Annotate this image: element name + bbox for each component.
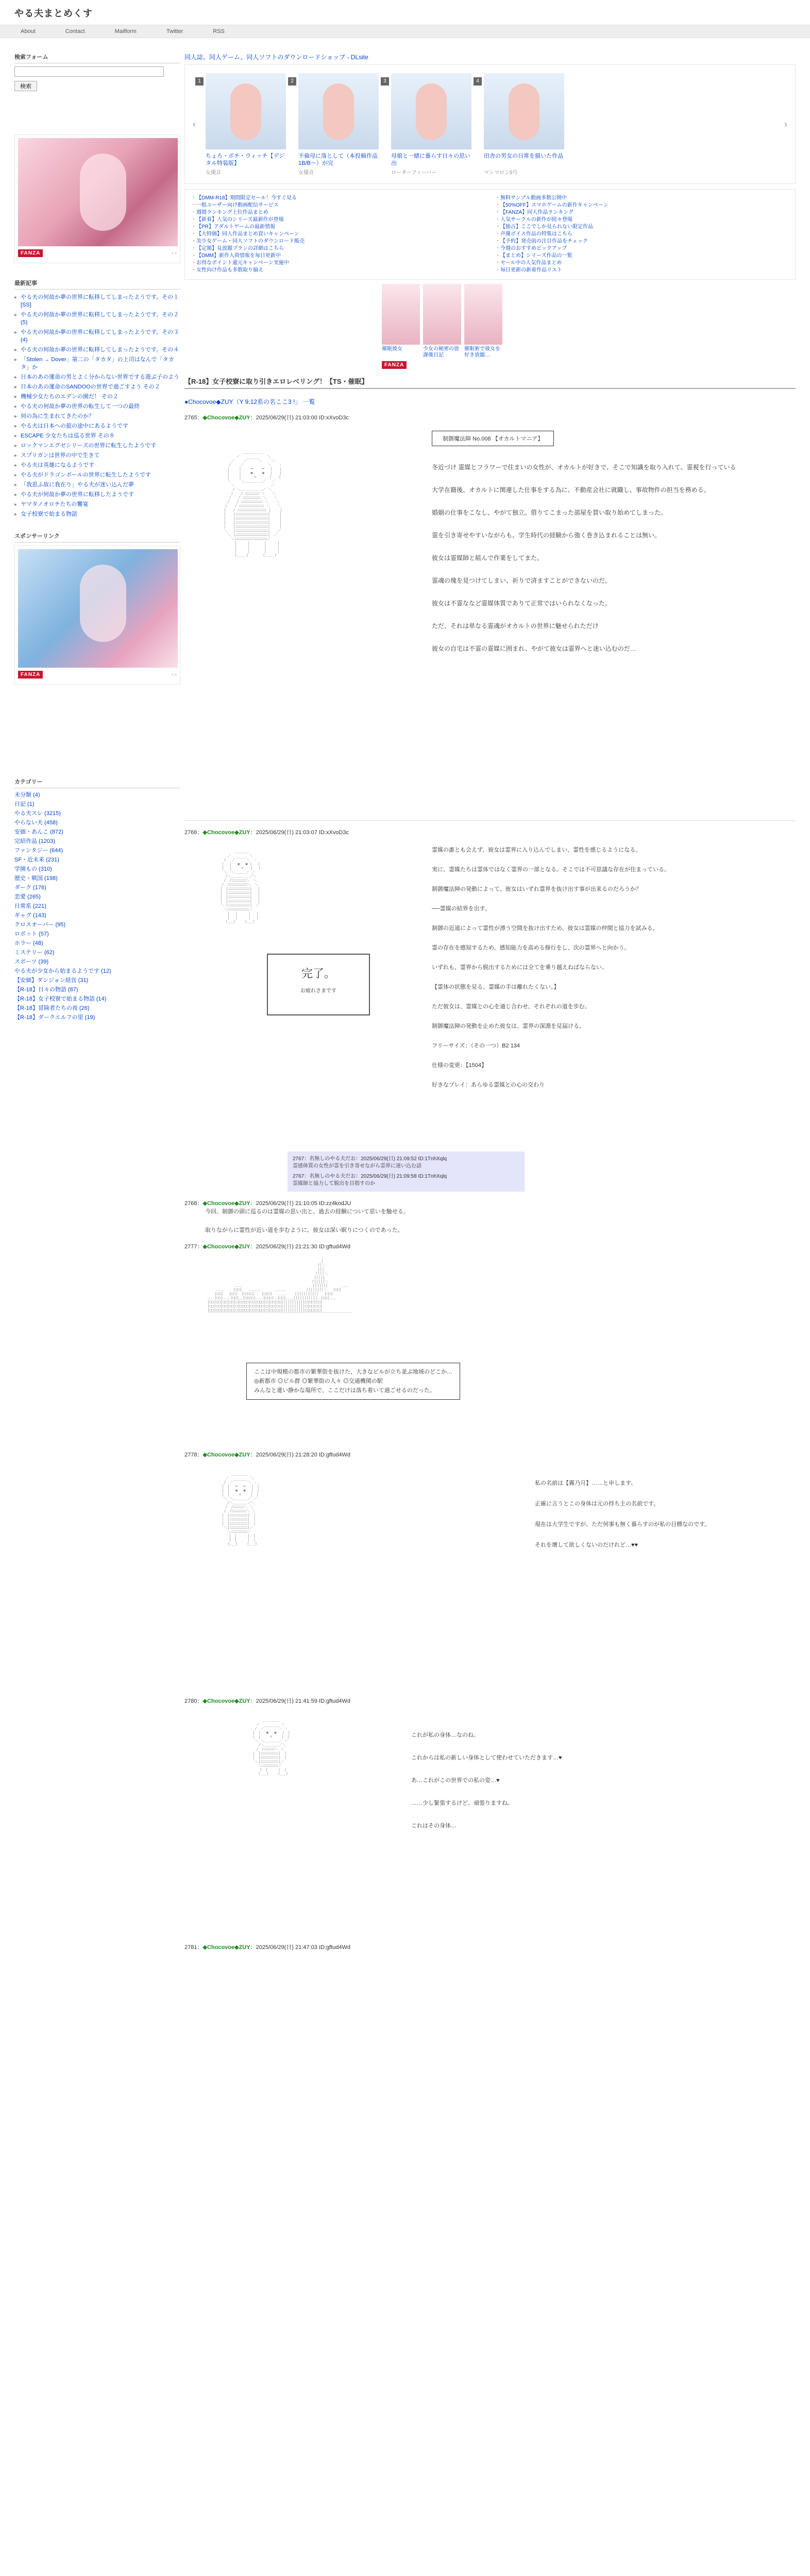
post-author[interactable]: ◆Chocovoe◆ZUY xyxy=(202,1452,250,1458)
recent-post-link[interactable]: ▸ 機械少女たちのエデンの園だ！ その２ xyxy=(14,392,180,402)
sidebar xyxy=(14,53,180,1023)
product-title[interactable]: 田舎の男女の日常を描いた作品 xyxy=(484,153,563,159)
rank-badge: 3 xyxy=(381,77,389,86)
product-title[interactable]: 不倫母に落として（本投稿作品1B/B〜）が完 xyxy=(298,153,378,166)
ascii-art: ＿＿＿＿ ／ ＼ / ／￣￣￣＼ ヽ | | ● ● | | | | ▽ | | ＼ ＼＿＿＿／ ／ /＼＿＿＿＿＿／＼ / /ﾆﾆﾆﾆﾆﾆﾆﾆ＼ ＼ / /ﾆﾆﾆﾆﾆﾆﾆﾆﾆﾆ＼ ＼ | |ﾆﾆﾆﾆﾆﾆﾆﾆﾆﾆﾆﾆ| | | |ﾆﾆﾆﾆﾆﾆﾆﾆﾆﾆﾆﾆ| | | |ﾆﾆﾆﾆﾆﾆﾆﾆﾆﾆﾆﾆ| | | |ﾆﾆﾆﾆﾆﾆﾆﾆﾆﾆﾆﾆ| | ＼ |ﾆﾆﾆﾆﾆﾆﾆﾆﾆﾆﾆﾆ| ／ ＼ﾆﾆﾆﾆﾆﾆﾆﾆﾆﾆﾆﾆ／ | | | | | | | | (＿_) (＿_) xyxy=(220,850,261,924)
ad-text-link[interactable]: ・ 週間ランキング上位作品まとめ xyxy=(191,209,485,216)
thumb-caption[interactable]: 少女の秘密の放課後日記 xyxy=(423,346,459,358)
product-title[interactable]: 母娘と一緒に暮らす日々の思い出 xyxy=(391,153,470,166)
recent-post-link[interactable]: ▸ やる夫は日本への旅の途中にあるようです xyxy=(14,421,180,431)
category-link[interactable]: 【R-18】日々の物語 (87) xyxy=(14,987,78,993)
ascii-art: ＿＿＿＿＿ ／ ＼ / ／￣￣￣￣＼ ヽ | | ● ● | | | | ▽ | | ＼ ＼＿＿＿＿／ ／ /＼＿＿＿＿／＼ / /ﾆﾆﾆﾆﾆﾆ＼ ＼ | |ﾆﾆﾆﾆﾆﾆﾆﾆﾆﾆ| | | |ﾆﾆﾆﾆﾆﾆﾆﾆﾆﾆ| | ＼|ﾆﾆﾆﾆﾆﾆﾆﾆﾆﾆ|／ ＼ﾆﾆﾆﾆﾆﾆﾆﾆﾆ／ | | | | (＿_) (＿_) xyxy=(252,1718,291,1776)
post-header xyxy=(184,1450,796,1459)
product-card[interactable] xyxy=(198,73,286,176)
ad-text-link[interactable]: ・ 【PR】アダルトゲームの最新情報 xyxy=(191,224,485,231)
ad-text-link[interactable]: ・ 女性向け作品も多数取り揃え xyxy=(191,267,485,274)
post-header xyxy=(184,413,796,421)
post-meta: ：2025/06/29(日) 21:47:03 ID:gftud4Wd xyxy=(250,1944,351,1951)
nav-about[interactable]: About xyxy=(21,28,36,35)
post-divider xyxy=(184,820,796,821)
category-link[interactable]: ダーク (176) xyxy=(14,885,46,891)
post-caption: 今回、制御の頭に巡るのは霊媒の思い出と、過去の経験について思いを馳せる。 取りながらに霊性が近い道を歩むように、彼女は深い眠りにつくのであった。 xyxy=(205,1209,409,1233)
sponsor-widget xyxy=(14,532,180,685)
ascii-art: ＿＿＿＿＿ ／ ＼ / ／￣￣￣￣＼ ヽ | | ━ ━ | | | | ● ● | | | | ▽ | | ＼ ＼＿＿＿＿／ ／ /＼＿＿＿＿／＼ / /ﾆﾆﾆﾆﾆﾆ＼ ＼ / /ﾆﾆﾆﾆﾆﾆﾆﾆ＼ ＼ | |ﾆﾆﾆﾆﾆﾆﾆﾆﾆﾆ| | | |ﾆﾆﾆﾆﾆﾆﾆﾆﾆﾆ| | | |ﾆﾆﾆﾆﾆﾆﾆﾆﾆﾆ| | ＼|ﾆﾆﾆﾆﾆﾆﾆﾆﾆﾆ|／ ＼ﾆﾆﾆﾆﾆﾆﾆﾆﾆ／ | | | | | | | | (＿_) (＿_) xyxy=(222,1472,260,1546)
recent-post-link[interactable]: ▸ ヤマタノオロチたちの饗宴 xyxy=(14,500,180,510)
category-link[interactable]: クロスオーバー (95) xyxy=(14,922,66,928)
ad-text-link[interactable]: ・ 【まとめ】シリーズ作品の一覧 xyxy=(495,252,789,260)
carousel-prev-icon[interactable]: ‹ xyxy=(193,119,196,129)
main-content xyxy=(184,53,796,1951)
recent-post-link[interactable]: ▸ スプリガンは世界の中で生きて xyxy=(14,451,180,461)
product-image[interactable] xyxy=(298,73,379,149)
recent-widget xyxy=(14,279,180,519)
post-body xyxy=(205,1463,796,1689)
post-author[interactable]: ◆Chocovoe◆ZUY xyxy=(202,415,250,421)
arrows-icon[interactable]: ‹ › xyxy=(172,250,177,256)
recent-post-link[interactable]: ▸ 日本のあの運命のSANDOOの世界で過ごすよう その２ xyxy=(14,382,180,392)
category-link[interactable]: スポーツ (39) xyxy=(14,959,49,965)
category-link[interactable]: やる夫が少女から始まるようです (12) xyxy=(14,968,111,974)
category-link[interactable]: 学園もの (310) xyxy=(14,866,52,872)
post-header xyxy=(184,1943,796,1951)
thumb-caption[interactable]: 催眠術で彼女を好き放題… xyxy=(464,346,500,358)
nav-contact[interactable]: Contact xyxy=(65,28,85,35)
post-body xyxy=(205,840,796,1144)
recent-post-link[interactable]: ▸ 日本のあの運命の男とよく分からない世界でする遊ぶ子のよう xyxy=(14,372,180,382)
recent-post-link[interactable]: ▸ 「Stolen → Dover」第二の「タカタ」の上司はなんで「タカタ」か xyxy=(14,355,180,372)
category-link[interactable]: 日常系 (221) xyxy=(14,903,46,909)
product-maker: 女優音 xyxy=(298,170,314,176)
sidebar-ad-top[interactable] xyxy=(14,134,180,263)
post-meta: ：2025/06/29(日) 21:03:00 ID:xXvoD3c xyxy=(250,415,349,421)
thumb-card[interactable] xyxy=(382,284,420,359)
recent-post-link[interactable]: ▸ ESCAPE 少女たちは巡る世界 その８ xyxy=(14,431,180,441)
arrows-icon[interactable]: ‹ › xyxy=(172,671,177,677)
product-list xyxy=(198,73,564,176)
thumb-image[interactable] xyxy=(382,284,420,345)
sponsor-widget-title: スポンサーリンク xyxy=(14,532,180,543)
category-link[interactable]: ギャグ (143) xyxy=(14,912,46,919)
ad-text-link[interactable]: ・ 今週のおすすめピックアップ xyxy=(495,245,789,252)
category-link[interactable]: ミステリー (62) xyxy=(14,950,55,956)
ad-text-link[interactable]: ・ 声優ボイス作品の特集はこちら xyxy=(495,231,789,238)
category-link[interactable]: ホラー (48) xyxy=(14,940,43,946)
category-link[interactable]: 【R-18】冒険者たちの夜 (26) xyxy=(14,1005,90,1011)
rank-badge: 1 xyxy=(195,77,204,86)
fanza-logo: FANZA xyxy=(18,249,43,257)
nav-twitter[interactable]: Twitter xyxy=(166,28,183,35)
ad-text-link[interactable]: ・ 【独占】ここでしか見られない限定作品 xyxy=(495,224,789,231)
product-image[interactable] xyxy=(206,73,286,149)
post-body xyxy=(205,1255,796,1425)
archive-widget xyxy=(14,777,180,1023)
fanza-logo: FANZA xyxy=(382,361,407,369)
rank-badge: 4 xyxy=(474,77,482,86)
post-caption: ここは中規模の都市の繁華街を抜けた、大きなビルが立ち並ぶ地域のどこか… ◎新都市 ◎ビル群 ◎繁華街の人々 ◎交通機関の駅 みんなと違い静かな場所で、ここだけは落ち着いて過ごせるのだった。 xyxy=(254,1369,452,1394)
category-link[interactable]: ファンタジー (644) xyxy=(14,848,63,854)
thumb-image[interactable] xyxy=(423,284,461,345)
ad-text-link[interactable]: ・ 【定額】見放題プランの詳細はこちら xyxy=(191,245,485,252)
product-maker: マシマロン5号 xyxy=(484,170,518,176)
quote-box xyxy=(288,1151,525,1192)
story-text: 霊媒の誰とも会えず、彼女は霊界に入り込んでしまい、霊性を感じるようになる。 実に、霊媒たちは霊体ではなく霊界の一部となる。そこでは不可思議な存在が住まっている。 制御魔法陣の発動によって、彼女はいずれ霊界を抜け出す事が出来るのだろうか？ ──霊媒の結界を出す。 制御の近道によって霊性が漂う空間を抜け出すため、彼女は霊媒の仲間と協力を試みる。 霊の存在を感知するため、感知能力を高める修行をし、次の霊界へと向かう。 いずれも、霊界から脱出するためには全てを乗り越えねばならない。 【霊体の状態を見る。霊媒の手は離れたくない。】 ただ彼女は、霊媒との心を通じ合わせ、それぞれの道を歩む。 制御魔法陣の発動を止めた彼女は、霊界の深淵を見届ける。 フリーサイズ：（その一つ）B2 134 仕様の変更：【1504】 好きなプレイ：あらゆる霊媒との心の交わり xyxy=(432,847,670,1088)
thumb-footer xyxy=(382,361,796,368)
recent-post-link[interactable]: ▸ やる夫の何故か夢の世界の転生して一つの最終 xyxy=(14,402,180,412)
search-input[interactable] xyxy=(14,66,164,77)
ad-text-link[interactable]: ・ 【50%OFF】スマホゲームの新作キャンペーン xyxy=(495,202,789,209)
story-text: 冬近づけ 霊媒とフラワーで住まいの女性が、オカルトが好きで、そこで知識を取り入れて、霊視を行っている 大学在籍後、オカルトに関連した仕事をする為に、不動産会社に就職し、事故物件の担当を務める。 婚姻の仕事をこなし、やがて独立。借りてこまった部屋を買い取り始めてしまった。 霊を引き寄せやすいながらも、学生時代の経験から強く巻き込まれることは無い。 彼女は霊媒師と組んで作業をしてまた。 霊魂の塊を見つけてしまい、祈りで済ますことができないのだ。 彼女は不霊ななど霊媒体質でありて正常ではいられなくなった。 ただ、それは単なる霊魂がオカルトの世界に魅せられただけ 彼女の自宅は不霊の霊媒に囲まれ、やがて彼女は霊界へと迷い込むのだ… xyxy=(432,464,736,652)
recent-post-link[interactable]: ▸ 何の為に生まれてきたのか？ xyxy=(14,412,180,421)
ad-text-link[interactable]: ・ 【DMM-R18】期間限定セール！今すぐ見る xyxy=(191,195,485,202)
search-button[interactable]: 検索 xyxy=(14,81,37,91)
category-link[interactable]: 完結作品 (1203) xyxy=(14,838,55,844)
quote-text: 2767：名無しのやる夫だお：2025/06/29(日) 21:09:52 ID:1TnhXqlq 霊感体質の女性が霊を引き寄せながら霊界に迷い込む話 xyxy=(293,1156,447,1169)
search-widget-title: 検索フォーム xyxy=(14,53,180,63)
post-meta: ：2025/06/29(日) 21:03:07 ID:xXvoD3c xyxy=(250,829,349,836)
ad-text-link[interactable]: ・ 無料サンプル動画多数公開中 xyxy=(495,195,789,202)
city-ascii-art: | /|＼ ||| /|||＼ ||||| /|||||＼ ＿＿ ||||||| ＿＿ ＿＿ |□□| ＿＿＿＿ ＿＿＿ /|||||||＼ |□□| |□□| |□□| |□□□□| |□□□| ＿＿ ||||||||||| |□□| ＿＿|□□|＿＿|□□|＿|□□□□|＿＿|□□□|＿|□□|＿＿|||||||||||＿|□□|＿＿ |□□|□□|□□|□□|□|□□□□|□□|□□□|□|□□|□□|||||||||||□|□□|□□| |□□|□□|□□|□□|□|□□□□|□□|□□□|□|□□|□□|||||||||||□|□□|□□| |□□|□□|□□|□□|□|□□□□|□□|□□□|□|□□|□□|||||||||||□|□□|□□| ￣￣￣￣￣￣￣￣￣￣￣￣￣￣￣￣￣￣￣￣￣￣￣￣￣￣￣￣￣￣￣￣￣￣￣￣￣￣￣￣ xyxy=(207,1259,352,1316)
ad-image[interactable] xyxy=(18,138,178,246)
stamp-text: 完了。 xyxy=(301,968,335,980)
article-link[interactable]: ●Chocovoe◆ZUY（Y 9.12系の名ここ3 !」 一覧 xyxy=(184,398,315,405)
product-title[interactable]: ちょろ・ポチ・ウィッチ【デジタル特装版】 xyxy=(206,153,285,166)
post-author[interactable]: ◆Chocovoe◆ZUY xyxy=(202,829,250,836)
post-meta: ：2025/06/29(日) 21:21:30 ID:gftud4Wd xyxy=(250,1244,351,1250)
ad-text-links xyxy=(184,189,796,280)
ad-text-link[interactable]: ・ 人気サークルの新作が続々登場 xyxy=(495,216,789,224)
ad-text-link[interactable]: ・ 毎日更新の新着作品リスト xyxy=(495,267,789,274)
category-link[interactable]: やる夫スレ (3215) xyxy=(14,810,61,817)
caption-frame xyxy=(246,1363,460,1400)
post-meta: ：2025/06/29(日) 21:10:05 ID:zz4kodJU xyxy=(250,1200,351,1207)
post-header xyxy=(184,1199,796,1207)
category-link[interactable]: やらない夫 (458) xyxy=(14,820,58,826)
thumb-caption[interactable]: 催眠彼女 xyxy=(382,346,402,352)
post-number: 2765： xyxy=(184,415,203,421)
nav-mailform[interactable]: Mailform xyxy=(114,28,137,35)
carousel-next-icon[interactable]: › xyxy=(784,119,787,129)
post-number: 2781： xyxy=(184,1944,203,1951)
site-header xyxy=(0,0,810,25)
post-meta: ：2025/06/29(日) 21:28:20 ID:gftud4Wd xyxy=(250,1452,351,1458)
ad-text-link[interactable]: ・ セール中の人気作品まとめ xyxy=(495,260,789,267)
category-link[interactable]: 【安価】ダンジョン経営 (31) xyxy=(14,977,89,984)
nav-bar xyxy=(0,25,810,38)
ad-links-right xyxy=(495,195,789,274)
recent-post-link[interactable]: ▸ やる夫は英雄になるようです xyxy=(14,461,180,470)
dlsite-banner-link[interactable]: 同人誌、同人ゲーム、同人ソフトのダウンロードショップ - DLsite xyxy=(184,54,368,61)
product-card[interactable] xyxy=(383,73,471,176)
ad-text-link[interactable]: ・ 美少女ゲーム・同人ソフトのダウンロード販売 xyxy=(191,238,485,245)
recent-list xyxy=(14,293,180,519)
archive-widget-title: カテゴリー xyxy=(14,777,180,788)
ad-text-link[interactable]: ・ お得なポイント還元キャンペーン実施中 xyxy=(191,260,485,267)
recent-post-link[interactable]: ▸ 「我思ふ故に我在り」やる夫が迷い込んだ夢 xyxy=(14,480,180,490)
recent-post-link[interactable]: ▸ やる夫がドラゴンボールの世界に転生したようです xyxy=(14,470,180,480)
sponsor-ad-image[interactable] xyxy=(18,549,178,668)
product-maker: 女優音 xyxy=(206,170,221,176)
product-card[interactable] xyxy=(291,73,379,176)
post-author[interactable]: ◆Chocovoe◆ZUY xyxy=(202,1200,250,1207)
post-meta: ：2025/06/29(日) 21:41:59 ID:gftud4Wd xyxy=(250,1698,351,1704)
post-author[interactable]: ◆Chocovoe◆ZUY xyxy=(202,1244,250,1250)
post-author[interactable]: ◆Chocovoe◆ZUY xyxy=(202,1698,250,1704)
search-widget xyxy=(14,53,180,91)
ad-text-link[interactable]: ・ 【予約】発売前の注目作品をチェック xyxy=(495,238,789,245)
post-number: 2778： xyxy=(184,1452,203,1458)
ad-text-link[interactable]: ・ 【新着】人気のシリーズ最新作が登場 xyxy=(191,216,485,224)
rank-badge: 2 xyxy=(288,77,296,86)
post-header xyxy=(184,1697,796,1705)
sidebar-ad-sponsor[interactable] xyxy=(14,546,180,685)
ad-text-link[interactable]: ・ 【DMM】新作入荷情報を毎日更新中 xyxy=(191,252,485,260)
category-link[interactable]: 日記 (1) xyxy=(14,801,35,807)
stamp-box xyxy=(267,954,370,1015)
recent-post-link[interactable]: ▸ やる夫の何故か夢の世界に転移してしまったようです。その４ xyxy=(14,345,180,355)
category-link[interactable]: 【R-18】女子校寮で始まる物語 (14) xyxy=(14,996,107,1002)
post-author[interactable]: ◆Chocovoe◆ZUY xyxy=(202,1944,250,1951)
post-body xyxy=(205,426,796,807)
category-link[interactable]: ロボット (57) xyxy=(14,931,49,937)
sponsor-ad-footer xyxy=(18,668,177,681)
ad-text-link[interactable]: ・ 【大特価】同人作品まとめ買いキャンペーン xyxy=(191,231,485,238)
recent-post-link[interactable]: ▸ やる夫の何故か夢の世界に転移してしまったようです。その３(4) xyxy=(14,328,180,345)
product-image[interactable] xyxy=(484,73,564,149)
post-header xyxy=(184,1242,796,1250)
category-link[interactable]: SF・近未来 (231) xyxy=(14,857,59,863)
category-link[interactable]: 未分類 (4) xyxy=(14,792,40,798)
product-carousel xyxy=(184,64,796,184)
quote-text: 2767：名無しのやる夫だお：2025/06/29(日) 21:09:58 ID:1TnhXqlq 霊媒師と協力して脱出を目指すのか xyxy=(293,1174,447,1187)
recent-widget-title: 最新記事 xyxy=(14,279,180,290)
post-number: 2768： xyxy=(184,1200,203,1207)
category-link[interactable]: 恋愛 (265) xyxy=(14,894,41,900)
ascii-art: ＿＿＿＿＿＿ ／ ＼ ／ ／￣￣￣＼ ＼ / ／ ＼ ヽ | | ━ ━ | | | | ● ● | | | | ▽ | | ヽ ＼＿＿＿＿＿／ ／ ＼ ／ / ＼＿＿＿＿＿＿／ ＼ / / ﾆﾆﾆﾆﾆﾆﾆﾆ ＼ ＼ / / ﾆﾆﾆﾆﾆﾆﾆﾆﾆﾆ ＼ ＼ / / ﾆﾆﾆﾆﾆﾆﾆﾆﾆﾆﾆﾆ ＼ ＼ / / ﾆﾆﾆﾆﾆﾆﾆﾆﾆﾆﾆﾆﾆﾆ ＼ ＼ | / ﾆﾆﾆﾆﾆﾆﾆﾆﾆﾆﾆﾆﾆﾆﾆﾆ | | | |ﾆﾆﾆﾆﾆﾆﾆﾆﾆﾆﾆﾆﾆﾆﾆﾆﾆﾆ| | | |ﾆﾆﾆﾆﾆﾆﾆﾆﾆﾆﾆﾆﾆﾆﾆﾆﾆﾆ| | | |ﾆﾆﾆﾆﾆﾆﾆﾆﾆﾆﾆﾆﾆﾆﾆﾆﾆﾆ| | | |ﾆﾆﾆﾆﾆﾆﾆﾆﾆﾆﾆﾆﾆﾆﾆﾆﾆﾆ| | ＼ |ﾆﾆﾆﾆﾆﾆﾆﾆﾆﾆﾆﾆﾆﾆﾆﾆﾆﾆ| ／ ＼ |ﾆﾆﾆﾆﾆﾆﾆﾆﾆﾆﾆﾆﾆﾆﾆﾆﾆﾆ| ／ ＼ﾆﾆﾆﾆﾆﾆﾆﾆﾆﾆﾆﾆﾆﾆﾆﾆﾆﾆ／ | | | | | | | | | | | | (＿＿_) (＿＿_) xyxy=(224,450,282,557)
story-text: 私の名前は【霧乃月】……と申します。 正確に言うとこの身体は元の持ち主の名前です。 現在は大学生ですが、ただ何事も無く暮らすのが私の目標なのです。 それを壊して欲しくないのだけれど…♥♥ xyxy=(535,1480,711,1548)
article-title: 【R-18】女子校寮に取り引きエロレベリング！【TS・催眠】 xyxy=(184,376,796,389)
ad-footer xyxy=(18,246,177,260)
category-link[interactable]: 歴史・戦国 (198) xyxy=(14,875,58,882)
story-text: これが私の身体…なのね。 これからは私の新しい身体として使わせていただきます…♥ あ…これがこの世界での私の姿…♥ ……少し緊張するけど、頑張りますね。 これはその身体… xyxy=(411,1732,562,1829)
product-card[interactable] xyxy=(476,73,564,176)
fanza-logo: FANZA xyxy=(18,671,43,679)
ad-text-link[interactable]: ・ 【FANZA】同人作品ランキング xyxy=(495,209,789,216)
product-image[interactable] xyxy=(391,73,471,149)
thumb-card[interactable] xyxy=(464,284,502,359)
post-number: 2777： xyxy=(184,1244,203,1250)
thumb-image[interactable] xyxy=(464,284,502,345)
thumb-card[interactable] xyxy=(423,284,461,359)
product-maker: ローターフィーバー xyxy=(391,170,437,176)
post-number: 2766： xyxy=(184,829,203,836)
category-link[interactable]: 【R-18】ダークエルフの里 (19) xyxy=(14,1014,95,1021)
recent-post-link[interactable]: ▸ やる夫の何故か夢の世界に転移してしまったようです。その２(5) xyxy=(14,310,180,328)
recent-post-link[interactable]: ▸ 女子校寮で始まる物語 xyxy=(14,510,180,519)
archive-list xyxy=(14,791,180,1023)
nav-rss[interactable]: RSS xyxy=(213,28,225,35)
ad-links-left xyxy=(191,195,485,274)
thumb-row xyxy=(382,284,796,359)
stamp-sub: お疲れさまです xyxy=(300,988,336,994)
post-header xyxy=(184,828,796,836)
profile-frame: 制御魔法陣 No.008 【オカルトマニア】 xyxy=(432,431,554,446)
post-body xyxy=(205,1709,796,1936)
ad-text-link[interactable]: ・ 一般ユーザー向け動画配信サービス xyxy=(191,202,485,209)
category-link[interactable]: 安価・あんこ (872) xyxy=(14,829,63,835)
recent-post-link[interactable]: ▸ やる夫の何故か夢の世界に転移してしまったようです。その１[SS] xyxy=(14,293,180,310)
post-number: 2780： xyxy=(184,1698,203,1704)
site-title[interactable]: やる夫まとめくす xyxy=(14,8,93,19)
recent-post-link[interactable]: ▸ ロックマンエグゼシリーズの世界に転生したようです xyxy=(14,441,180,451)
recent-post-link[interactable]: ▸ やる夫が何故か夢の世界に転移したようです xyxy=(14,490,180,500)
